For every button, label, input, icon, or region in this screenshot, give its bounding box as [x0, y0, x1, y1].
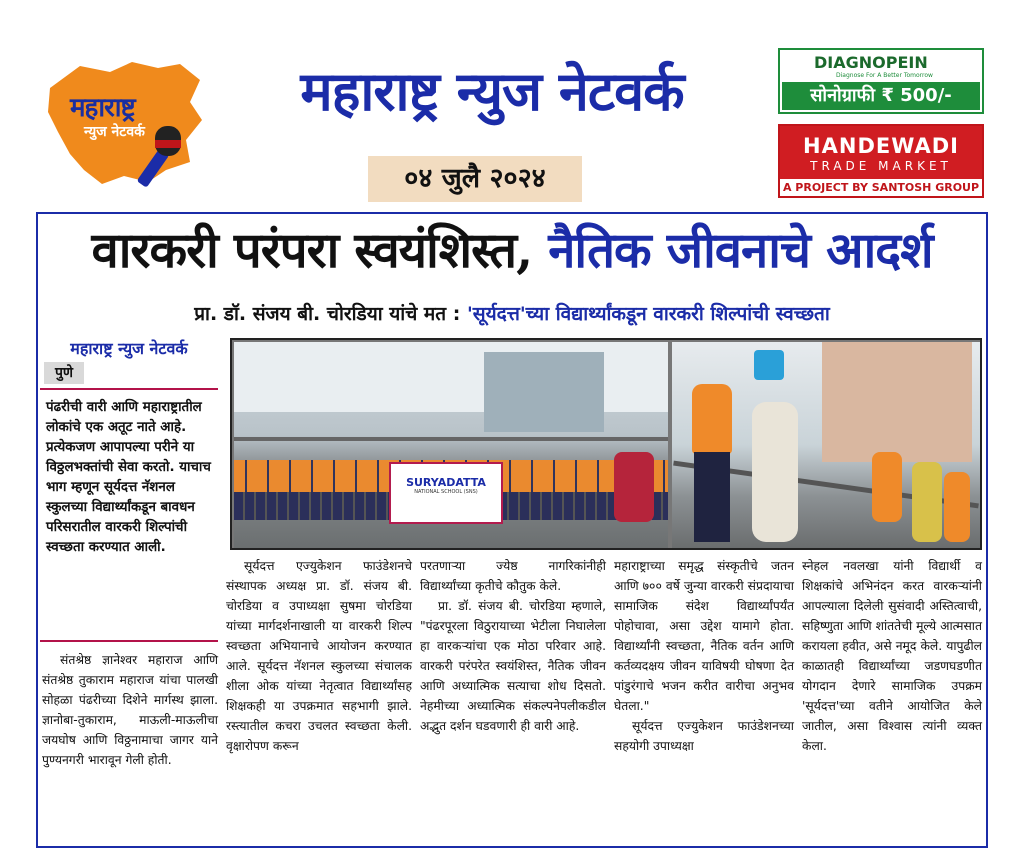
article-column-4: [614, 556, 794, 756]
subhead-part1: प्रा. डॉ. संजय बी. चोरडिया यांचे मत :: [194, 303, 461, 325]
article-photos: [230, 338, 982, 550]
school-banner-subtitle: NATIONAL SCHOOL (SNS): [414, 489, 478, 495]
logo-subtitle: न्युज नेटवर्क: [84, 124, 145, 140]
student-cleaning: [694, 452, 730, 542]
article-column-5: [802, 556, 982, 756]
student: [872, 452, 902, 522]
warkari-statue: [912, 462, 942, 542]
railing: [234, 437, 668, 441]
ad-handewadi-sub: TRADE MARKET: [810, 159, 952, 173]
school-banner-title: SURYADATTA: [406, 476, 486, 489]
paragraph: सूर्यदत्त एज्युकेशन फाउंडेशनचे संस्थापक अध्यक्ष प्रा. डॉ. संजय बी. चोरडिया व उपाध्यक्षा सुषमा चोरडिया यांच्या मार्गदर्शनाखाली या वारकरी शिल्प स्वच्छता अभियानाचे आयोजन करण्यात आले. सूर्यदत्त नॅशनल स्कुलच्या संचालक शीला ओक यांच्या नेतृत्वात विद्यार्थ्यांसह शिक्षकही या उपक्रमात सहभागी झाले. रस्त्यातील कचरा उचलत स्वच्छता केली. वृक्षारोपण करून: [226, 559, 412, 753]
paragraph: संतश्रेष्ठ ज्ञानेश्वर महाराज आणि संतश्रेष्ठ तुकाराम महाराज यांचा पालखी सोहळा पंढरीच्या दिशेने मार्गस्थ झाला. ज्ञानोबा-तुकाराम, माऊली-माऊलीचा जयघोष आणि विठ्ठनामाचा जागर याने पुण्यनगरी भारावून गेली होती.: [42, 653, 218, 767]
warkari-statue: [752, 402, 798, 542]
microphone-icon: [135, 118, 195, 188]
ad-diagnopein-brand: DIAGNOPEIN: [814, 53, 928, 72]
paragraph: सूर्यदत्त एज्युकेशन फाउंडेशनच्या सहयोगी उपाध्यक्षा: [614, 719, 794, 753]
student: [944, 472, 970, 542]
ad-diagnopein-offer: सोनोग्राफी ₹ 500/-: [782, 82, 980, 110]
article-intro: पंढरीची वारी आणि महाराष्ट्रातील लोकांचे एक अतूट नाते आहे. प्रत्येकजण आपापल्या परीने या विठ्ठलभक्तांची सेवा करतो. याचाच भाग म्हणून सूर्यदत्त नॅशनल स्कुलच्या विद्यार्थ्यांकडून बावधन परिसरातील वारकरी शिल्पांची स्वच्छता करण्यात आली.: [46, 400, 211, 555]
byline: महाराष्ट्र न्युज नेटवर्क: [70, 339, 188, 358]
ad-handewadi[interactable]: [778, 124, 984, 198]
teacher-saree: [614, 452, 654, 522]
article-column-2: [226, 556, 412, 756]
building-backdrop: [484, 352, 604, 432]
statue-cleaning-photo: [672, 342, 980, 548]
headline-part2: नैतिक जीवनाचे आदर्श: [548, 221, 933, 279]
masthead-logo: [40, 58, 205, 188]
divider: [40, 640, 218, 642]
ad-handewadi-footer: A PROJECT BY SANTOSH GROUP: [780, 179, 982, 196]
paragraph: स्नेहल नवलखा यांनी विद्यार्थी व शिक्षकांचे अभिनंदन करत वारकऱ्यांनी आपल्याला दिलेली सुसंवादी अस्तित्वाची, सहिष्णुता आणि शांततेची मूल्ये आत्मसात करायला हवीत, असे नमूद केले. यापुढील काळातही विद्यार्थ्यांच्या जडणघडणीत योगदान देणारे सामाजिक उपक्रम 'सूर्यदत्त'च्या वतीने आयोजित केले जातील, असा विश्वास त्यांनी व्यक्त केला.: [802, 559, 982, 753]
student-cleaning: [692, 384, 732, 454]
article-subhead: [40, 300, 984, 326]
bucket-icon: [754, 350, 784, 380]
paragraph: प्रा. डॉ. संजय बी. चोरडिया म्हणाले, "पंढरपूरला विठुरायाच्या भेटीला निघालेला हा वारकऱ्यांचा एक मोठा परिवार आहे. वारकरी परंपरेत स्वयंशिस्त, नैतिक जीवन आणि अध्यात्मिक सत्याचा शोध दिसतो. नेहमीच्या अध्यात्मिक संकल्पनेपलीकडील अद्भुत दर्शन घडवणारी ही वारी आहे.: [420, 599, 606, 733]
article-headline: [40, 216, 984, 282]
school-banner: [389, 462, 503, 524]
article-column-3: [420, 556, 606, 736]
group-photo: [234, 342, 668, 548]
ad-diagnopein-tagline: Diagnose For A Better Tomorrow: [836, 72, 933, 79]
paragraph: परतणाऱ्या ज्येष्ठ नागरिकांनीही विद्यार्थ्यांच्या कृतीचे कौतुक केले.: [420, 559, 606, 593]
issue-date: ०४ जुलै २०२४: [368, 156, 582, 202]
paragraph: महाराष्ट्राच्या समृद्ध संस्कृतीचे जतन आणि ७०० वर्षे जुन्या वारकरी संप्रदायाचा सामाजिक संदेश विद्यार्थ्यांपर्यंत पोहोचावा, असा उद्देश यामागे होता. विद्यार्थ्यांनी स्वच्छता, नैतिक वर्तन आणि कर्तव्यदक्षय जीवन याविषयी घोषणा देत पांडुरंगाचे भजन करीत वारीचा अनुभव घेतला.": [614, 559, 794, 713]
divider: [40, 388, 218, 390]
ad-diagnopein[interactable]: [778, 48, 984, 114]
logo-title: महाराष्ट्र: [70, 93, 135, 123]
dateline-place: पुणे: [44, 362, 84, 384]
subhead-part2: 'सूर्यदत्त'च्या विद्यार्थ्यांकडून वारकरी शिल्पांची स्वच्छता: [466, 303, 830, 325]
newspaper-title: महाराष्ट्र न्युज नेटवर्क: [300, 59, 684, 123]
article-column-1: [42, 650, 218, 770]
headline-part1: वारकरी परंपरा स्वयंशिस्त,: [91, 221, 533, 279]
building-backdrop: [822, 342, 972, 462]
ad-handewadi-name: HANDEWADI: [803, 134, 959, 158]
